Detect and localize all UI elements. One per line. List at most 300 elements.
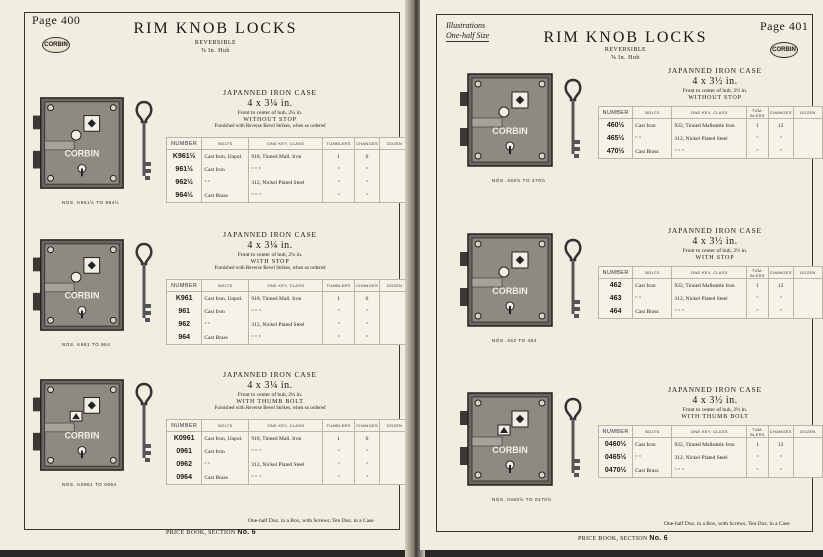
lock-illustration [30, 236, 130, 334]
screw-icon [48, 105, 54, 111]
section-heading-h3: Front to center of hub, 2½ in. [682, 88, 748, 94]
left-subtitle-hub: ⅝ In. Hub [201, 48, 230, 54]
column-header-key: ONE KEY, CLASS [249, 420, 323, 432]
table-row [599, 438, 823, 452]
key-figure [562, 76, 584, 171]
right-section-3-header [620, 385, 810, 420]
strike-plate [460, 411, 468, 425]
cell-key: 312, Nickel Plated Steel [249, 176, 323, 189]
cell-key: " " " [249, 189, 323, 203]
screw-icon [48, 247, 54, 253]
section-heading-h2: 4 x 3¼ in. [247, 98, 293, 109]
cell-changes: " [768, 464, 793, 478]
column-header-bolts: BOLTS [633, 267, 672, 279]
cell-bolts: Cast Brass [633, 305, 672, 319]
strike-plate [33, 151, 41, 169]
strike-plate [460, 92, 468, 106]
column-header-tumblers: TUMBLERS [323, 280, 355, 292]
section-heading-h1: JAPANNED IRON CASE [668, 66, 762, 75]
cell-key: " " " [672, 305, 747, 319]
column-header-tumblers: TUMBLERS [323, 138, 355, 150]
cell-no: 964½ [167, 189, 202, 203]
lock-illustration [458, 66, 558, 174]
cell-no: 465½ [599, 132, 633, 145]
cell-no: 962 [167, 318, 202, 331]
screw-icon [475, 153, 481, 159]
left-page [0, 0, 410, 550]
cell-changes: " [355, 445, 380, 458]
cell-tumblers: " [747, 464, 769, 478]
cell-tumblers: " [323, 458, 355, 471]
section-heading-h5: Furnished with Reverse Bevel Strikes, when so ordered [214, 406, 326, 411]
cell-tumblers: " [323, 331, 355, 345]
cell-no: 470½ [599, 145, 633, 159]
cell-key: " " " [672, 145, 747, 159]
cell-changes: 12 [768, 438, 793, 452]
table-row [167, 471, 410, 485]
cell-changes: " [355, 471, 380, 485]
key-icon [133, 98, 155, 188]
table-row [599, 305, 823, 319]
strike-plate [460, 252, 468, 266]
screw-icon [48, 457, 54, 463]
section-heading-h1: JAPANNED IRON CASE [223, 230, 317, 239]
key-figure [133, 240, 155, 335]
cell-key: " " " [249, 331, 323, 345]
lock-brand-label: CORBIN [64, 290, 100, 301]
column-header-number: NUMBER [167, 420, 202, 432]
right-section-2-header [620, 226, 810, 261]
left-footer-text: PRICE BOOK, SECTION [166, 530, 236, 536]
cell-key: 918, Tinned Mall. Iron [249, 150, 323, 164]
cell-tumblers: " [323, 318, 355, 331]
column-header-changes: CHANGES [355, 138, 380, 150]
cell-doz [793, 292, 822, 305]
column-header-number: NUMBER [599, 107, 633, 119]
cell-key: 312, Nickel Plated Steel [672, 132, 747, 145]
cell-tumblers: " [323, 176, 355, 189]
cell-changes: " [355, 458, 380, 471]
cell-bolts: Cast Brass [202, 331, 249, 345]
lock-figure [30, 236, 130, 339]
cell-changes: " [355, 305, 380, 318]
cell-tumblers: " [323, 163, 355, 176]
cell-no: 0962 [167, 458, 202, 471]
table-row [167, 331, 410, 345]
cell-doz [793, 145, 822, 159]
lock-figure [30, 376, 130, 479]
cell-no: 0465½ [599, 451, 633, 464]
cell-bolts: " " [202, 318, 249, 331]
lock-brand-label: CORBIN [64, 148, 100, 159]
lock-illustration [30, 94, 130, 192]
cell-no: K0961 [167, 432, 202, 446]
section-heading-h4: WITHOUT STOP [243, 117, 297, 123]
keyhole-slot-icon [509, 465, 511, 473]
lock-illustration [458, 385, 558, 493]
cell-changes: " [768, 292, 793, 305]
table-header-row [599, 426, 823, 438]
section-heading-h4: WITH THUMB BOLT [236, 399, 304, 405]
left-section-2-header [180, 230, 360, 271]
section-heading-h1: JAPANNED IRON CASE [668, 226, 762, 235]
cell-tumblers: 1 [323, 150, 355, 164]
screw-icon [110, 317, 116, 323]
lock-figure [30, 94, 130, 197]
section-heading-h4: WITHOUT STOP [688, 95, 742, 101]
strike-plate [33, 258, 41, 272]
cell-changes: " [768, 145, 793, 159]
cell-bolts: " " [202, 458, 249, 471]
left-section-1 [0, 88, 410, 228]
left-footer-section-no: No. 6 [237, 529, 256, 536]
key-icon [562, 236, 584, 326]
left-section-2 [0, 230, 410, 370]
strike-plate [33, 293, 41, 311]
right-footer-text: PRICE BOOK, SECTION [578, 536, 648, 542]
stop-button-icon [499, 267, 509, 277]
cell-key: 312, Nickel Plated Steel [249, 458, 323, 471]
cell-tumblers: 1 [747, 438, 769, 452]
column-header-key: ONE KEY, CLASS [672, 267, 747, 279]
cell-key: 922, Tinned Malleable Iron [672, 438, 747, 452]
cell-key: 918, Tinned Mall. Iron [249, 292, 323, 306]
cell-no: 462 [599, 279, 633, 293]
column-header-doz: DOZEN [379, 138, 409, 150]
spec-table [598, 106, 823, 159]
table-row [167, 458, 410, 471]
screw-icon [539, 313, 545, 319]
section-heading-h5: Furnished with Reverse Bevel Strikes, when so ordered [214, 124, 326, 129]
cell-no: 463 [599, 292, 633, 305]
key-icon [562, 395, 584, 485]
cell-tumblers: " [747, 145, 769, 159]
column-header-doz: DOZEN [379, 280, 409, 292]
column-header-doz: DOZEN [379, 420, 409, 432]
cell-changes: 12 [768, 279, 793, 293]
cell-doz [793, 305, 822, 319]
cell-tumblers: " [323, 471, 355, 485]
section-heading-h4: WITH THUMB BOLT [681, 414, 749, 420]
cell-bolts: " " [633, 451, 672, 464]
screw-icon [539, 81, 545, 87]
table-row [167, 305, 410, 318]
screw-icon [48, 387, 54, 393]
cell-changes: " [355, 189, 380, 203]
column-header-key: ONE KEY, CLASS [672, 107, 747, 119]
section-heading-h3: Front to center of hub, 2½ in. [682, 248, 748, 254]
illustrations-note [446, 21, 489, 42]
column-header-number: NUMBER [599, 426, 633, 438]
cell-bolts: Cast Brass [202, 189, 249, 203]
column-header-number: NUMBER [599, 267, 633, 279]
cell-tumblers: 1 [747, 279, 769, 293]
keyhole-slot-icon [509, 146, 511, 154]
cell-no: 961 [167, 305, 202, 318]
left-page-number: Page 400 [32, 13, 81, 27]
screw-icon [539, 153, 545, 159]
column-header-key: ONE KEY, CLASS [249, 280, 323, 292]
cell-changes: 6 [355, 150, 380, 164]
column-header-bolts: BOLTS [633, 107, 672, 119]
lock-caption: NOS. K961 TO 964 [62, 342, 111, 347]
section-heading-h3: Front to center of hub, 2¼ in. [237, 252, 303, 258]
right-page [420, 0, 823, 550]
column-header-bolts: BOLTS [202, 138, 249, 150]
table-header-row [599, 267, 823, 279]
cell-changes: " [768, 132, 793, 145]
column-header-tumblers: TUMBLERS [323, 420, 355, 432]
screw-icon [475, 313, 481, 319]
lock-caption: NOS. K961½ TO 964½ [62, 200, 120, 205]
right-section-3 [420, 385, 823, 525]
lock-caption: NOS. 460½ TO 470½ [492, 178, 546, 183]
spec-table [166, 279, 410, 345]
column-header-doz: DOZEN [793, 107, 822, 119]
keyhole-slot-icon [81, 168, 83, 176]
section-heading-h5: Furnished with Reverse Bevel Strikes, when so ordered [214, 266, 326, 271]
section-heading-h4: WITH STOP [250, 259, 290, 265]
cell-no: K961 [167, 292, 202, 306]
cell-bolts: Cast Iron [202, 163, 249, 176]
cell-changes: " [768, 451, 793, 464]
screw-icon [475, 241, 481, 247]
section-heading-h3: Front to center of hub, 2¼ in. [237, 392, 303, 398]
screw-icon [110, 247, 116, 253]
table-row [167, 176, 410, 189]
cell-no: 962½ [167, 176, 202, 189]
cell-bolts: " " [202, 176, 249, 189]
column-header-tumblers: TUM- BLERS [747, 107, 769, 119]
corbin-logo: CORBIN [770, 42, 798, 58]
lock-brand-label: CORBIN [492, 286, 528, 296]
section-heading-h1: JAPANNED IRON CASE [223, 370, 317, 379]
column-header-bolts: BOLTS [202, 280, 249, 292]
cell-no: 964 [167, 331, 202, 345]
key-figure [133, 98, 155, 193]
cell-changes: " [355, 176, 380, 189]
corbin-logo: CORBIN [42, 37, 70, 53]
cell-key: 918, Tinned Mall. Iron [249, 432, 323, 446]
lock-caption: NOS. 0460½ TO 0470½ [492, 497, 552, 502]
cell-bolts: Cast Iron [633, 119, 672, 133]
cell-tumblers: " [747, 305, 769, 319]
right-section-2 [420, 226, 823, 366]
cell-changes: 6 [355, 292, 380, 306]
cell-changes: " [355, 163, 380, 176]
cell-bolts: Cast Iron, Unpol. [202, 150, 249, 164]
cell-bolts: " " [633, 292, 672, 305]
cell-no: 460½ [599, 119, 633, 133]
cell-no: K961½ [167, 150, 202, 164]
cell-bolts: Cast Brass [202, 471, 249, 485]
section-heading-h2: 4 x 3½ in. [692, 395, 738, 406]
screw-icon [110, 105, 116, 111]
spec-table [598, 425, 823, 478]
lock-figure [458, 66, 558, 179]
cell-no: 961½ [167, 163, 202, 176]
strike-plate [460, 288, 468, 306]
spec-table [166, 419, 410, 485]
table-row [167, 163, 410, 176]
cell-doz [793, 438, 822, 452]
table-row [167, 445, 410, 458]
right-packing-note: One-half Doz. in a Box, with Screws; Ten Doz. in a Case [664, 521, 790, 527]
left-packing-note: One-half Doz. in a Box, with Screws; Ten Doz. in a Case [248, 518, 374, 524]
keyhole-slot-icon [81, 450, 83, 458]
right-section-1-header [620, 66, 810, 101]
table-row [599, 145, 823, 159]
cell-doz [793, 451, 822, 464]
table-header-row [167, 138, 410, 150]
illustrations-label: Illustrations [446, 21, 486, 30]
column-header-key: ONE KEY, CLASS [672, 426, 747, 438]
cell-doz [793, 464, 822, 478]
key-icon [562, 76, 584, 166]
lock-illustration [458, 226, 558, 334]
spec-table [598, 266, 823, 319]
keyhole-slot-icon [81, 310, 83, 318]
column-header-tumblers: TUM- BLERS [747, 426, 769, 438]
table-row [599, 119, 823, 133]
strike-plate [33, 433, 41, 451]
left-section-3-header [180, 370, 360, 411]
column-header-key: ONE KEY, CLASS [249, 138, 323, 150]
lock-caption: NOS. K0961 TO 0964 [62, 482, 117, 487]
cell-key: 922, Tinned Malleable Iron [672, 279, 747, 293]
screw-icon [110, 175, 116, 181]
lock-caption: NOS. 462 TO 464 [492, 338, 537, 343]
right-subtitle-reversible: REVERSIBLE [604, 47, 647, 53]
cell-bolts: " " [633, 132, 672, 145]
screw-icon [475, 400, 481, 406]
strike-plate [33, 116, 41, 130]
key-figure [562, 395, 584, 490]
table-row [167, 432, 410, 446]
key-icon [133, 240, 155, 330]
right-page-number: Page 401 [760, 19, 809, 33]
column-header-number: NUMBER [167, 138, 202, 150]
lock-figure [458, 226, 558, 339]
cell-doz [793, 119, 822, 133]
spec-table [166, 137, 410, 203]
table-row [599, 451, 823, 464]
section-heading-h2: 4 x 3¼ in. [247, 240, 293, 251]
cell-tumblers: " [323, 189, 355, 203]
cell-changes: " [768, 305, 793, 319]
cell-key: " " " [249, 163, 323, 176]
column-header-bolts: BOLTS [633, 426, 672, 438]
column-header-tumblers: TUM- BLERS [747, 267, 769, 279]
strike-plate [460, 128, 468, 146]
left-section-3 [0, 370, 410, 510]
table-header-row [167, 280, 410, 292]
cell-key: 312, Nickel Plated Steel [249, 318, 323, 331]
screw-icon [475, 81, 481, 87]
table-header-row [599, 107, 823, 119]
cell-key: 312, Nickel Plated Steel [672, 451, 747, 464]
screw-icon [110, 457, 116, 463]
cell-doz [793, 132, 822, 145]
cell-bolts: Cast Iron [633, 279, 672, 293]
cell-no: 0460½ [599, 438, 633, 452]
cell-bolts: Cast Iron, Unpol. [202, 292, 249, 306]
cell-bolts: Cast Iron, Unpol. [202, 432, 249, 446]
table-row [167, 150, 410, 164]
key-figure [133, 380, 155, 475]
cell-tumblers: 1 [747, 119, 769, 133]
cell-bolts: Cast Brass [633, 464, 672, 478]
column-header-changes: CHANGES [768, 107, 793, 119]
table-row [167, 318, 410, 331]
table-row [167, 189, 410, 203]
screw-icon [48, 175, 54, 181]
cell-changes: " [355, 318, 380, 331]
keyhole-slot-icon [509, 306, 511, 314]
screw-icon [539, 472, 545, 478]
cell-bolts: Cast Iron [202, 445, 249, 458]
right-section-1 [420, 66, 823, 206]
cell-key: 922, Tinned Malleable Iron [672, 119, 747, 133]
cell-tumblers: " [747, 451, 769, 464]
cell-key: " " " [249, 305, 323, 318]
cell-key: 312, Nickel Plated Steel [672, 292, 747, 305]
scale-label: One-half Size [446, 31, 490, 40]
lock-figure [458, 385, 558, 498]
cell-tumblers: " [323, 305, 355, 318]
left-page-title: RIM KNOB LOCKS [133, 20, 298, 37]
lock-illustration [30, 376, 130, 474]
left-section-1-header [180, 88, 360, 129]
cell-tumblers: " [747, 292, 769, 305]
section-heading-h1: JAPANNED IRON CASE [668, 385, 762, 394]
cell-tumblers: " [323, 445, 355, 458]
cell-key: " " " [249, 471, 323, 485]
cell-changes: 6 [355, 432, 380, 446]
column-header-doz: DOZEN [793, 426, 822, 438]
table-row [599, 464, 823, 478]
column-header-doz: DOZEN [793, 267, 822, 279]
cell-changes: 12 [768, 119, 793, 133]
column-header-bolts: BOLTS [202, 420, 249, 432]
column-header-changes: CHANGES [768, 426, 793, 438]
screw-icon [48, 317, 54, 323]
stop-button-icon [71, 130, 81, 140]
section-heading-h3: Front to center of hub, 2½ in. [682, 407, 748, 413]
cell-no: 0964 [167, 471, 202, 485]
column-header-number: NUMBER [167, 280, 202, 292]
strike-plate [33, 398, 41, 412]
stop-button-icon [499, 107, 509, 117]
section-heading-h2: 4 x 3½ in. [692, 76, 738, 87]
screw-icon [539, 400, 545, 406]
key-figure [562, 236, 584, 331]
column-header-changes: CHANGES [355, 420, 380, 432]
screw-icon [110, 387, 116, 393]
lock-brand-label: CORBIN [492, 126, 528, 136]
table-header-row [167, 420, 410, 432]
lock-brand-label: CORBIN [64, 430, 100, 441]
section-heading-h4: WITH STOP [695, 255, 735, 261]
table-row [167, 292, 410, 306]
cell-tumblers: 1 [323, 432, 355, 446]
screw-icon [539, 241, 545, 247]
strike-plate [460, 447, 468, 465]
cell-key: " " " [672, 464, 747, 478]
section-heading-h2: 4 x 3½ in. [692, 236, 738, 247]
stop-button-icon [71, 272, 81, 282]
cell-bolts: Cast Iron [633, 438, 672, 452]
